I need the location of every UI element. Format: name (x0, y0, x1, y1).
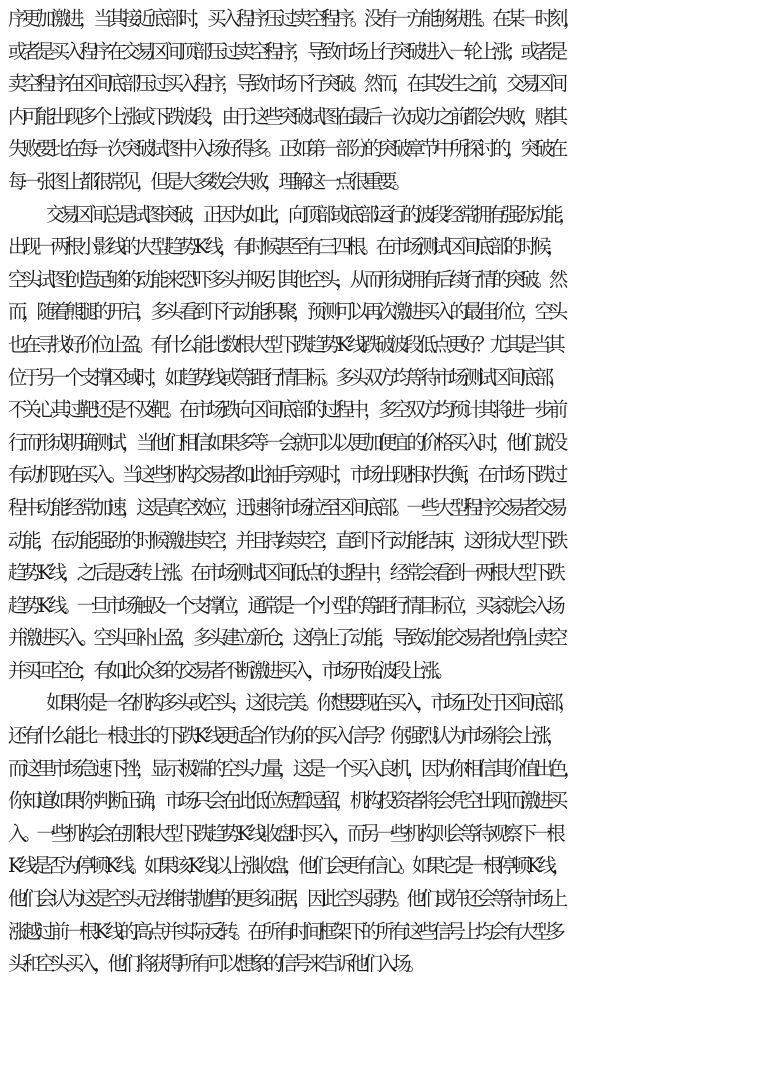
text-line: 程中动能经常加速，这是真空效应，迅速将市场拉至区间底部。一些大型程序交易者交易 (8, 495, 564, 519)
text-line: 你知道如果你判断正确，市场只会在此低位短暂逗留，机构投资者将会凭空出现而激进买 (8, 789, 564, 813)
text-line: 有动机现在买入。当这些机构交易者如此袖手旁观时，市场出现相对失衡，在市场下跌过 (8, 463, 564, 487)
text-line: 趋势 K 线。一旦市场触及一个支撑位，通常是一个小型的等距行情目标位，买家就会入场 (8, 593, 561, 617)
text-line: 空头试图创造足够的动能来恐吓多头并吸引其他空头，从而形成拥有后续行情的突破。然 (8, 267, 564, 291)
text-line: K 线是否为停顿 K 线。如果该 K 线以上涨收盘，他们会更有信心。如果它是一根停顿 K 线， (8, 854, 567, 878)
text-line: 不关心其过靶还是不及靶。在市场跌向区间底部的过程中，多空双方均预计其将进一步前 (8, 398, 564, 422)
text-line: 序更加激进，当其接近底部时，买入程序压过卖空程序。没有一方能够获胜。在某一时刻， (8, 7, 578, 30)
text-line: 如果你是一名机构多头或空头，这很完美。你想要现在买入，市场正处于区间底部， (46, 691, 573, 715)
text-line: 而这里市场急速下挫，显示极端的空头力量，这是一个买入良机，因为你相信其价值出色， (8, 756, 578, 780)
paragraph-1 (8, 3, 758, 199)
text-line: 他们会认为这是空头无法维持抛售的更多证据，因此空头弱势。他们或许还会等待市场上 (8, 887, 564, 911)
paragraph-3 (8, 687, 758, 980)
text-line: 动能，在动能强劲的时候激进卖空，并且持续卖空，直到下行动能结束，这形成大型下跌 (8, 528, 564, 552)
text-line: 出现一两根小影线的大型趋势 K 线，有时候甚至有三四根。在市场测试区间底部的时候， (8, 235, 561, 259)
text-line: 还有什么能比一根过长的下跌 K 线更适合作为你的买入信号？你强烈认为市场将会上涨， (8, 724, 561, 748)
paragraph-2 (8, 199, 758, 688)
text-line: 行而形成明确测试，当他们相信如果多等一会就可以以更加便宜的价格买入时，他们就没 (8, 430, 564, 454)
text-line: 并激进买入。空头回补止盈，多头建立新仓，这停止了动能，导致动能交易者也停止卖空 (8, 626, 564, 650)
text-line: 而，随着熊腿的开启，多头看到下行动能积聚，预测可以再次激进买入的最佳价位，空头 (8, 300, 564, 324)
text-line: 入。一些机构会在那根大型下跌趋势 K 线收盘时买入，而另一些机构则会等待观察下一根 (8, 821, 561, 845)
text-line: 涨越过前一根 K 线的高点并实际反转。在所有时间框架下的所有这些信号上均会有大型多 (8, 919, 561, 943)
text-line: 卖空程序在区间底部压过买入程序，导致市场下行突破。然而，在其发生之前，交易区间 (8, 72, 564, 96)
text-line: 内可能出现多个上涨或下跌波段，由于这些突破试图在最后一次成功之前都会失败，赌其 (8, 104, 564, 128)
text-line: 每一张图上都很常见，但是大多数会失败，理解这一点很重要。 (8, 169, 407, 193)
text-line: 失败要比在每一次突破试图中入场好得多。正如第一部分的突破章节中所探讨的，突破在 (8, 137, 564, 161)
text-line: 趋势 K 线，之后是反转上涨。在市场测试区间低点的过程中，经常会看到一两根大型下跌 (8, 561, 561, 585)
text-line: 头和空头买入，他们将获得所有可以想象的信号来告诉他们入场。 (8, 952, 421, 976)
text-line: 并买回空仓，有如此众多的交易者不断激进买入，市场开始波段上涨。 (8, 658, 450, 682)
text-line: 也在寻找好价位止盈。有什么能比数根大型下跌趋势 K 线跌破波段低点更好？尤其是当其 (8, 332, 561, 356)
text-line: 位于另一个支撑区域时，如趋势线或等距行情目标。多头双方均等待市场测试区间底部， (8, 365, 564, 389)
text-line: 交易区间总是试图突破，正因为如此，向顶部或底部运行的波段经常拥有强劲动能， (46, 202, 573, 226)
text-line: 或者是买入程序在交易区间顶部压过卖空程序，导致市场上行突破进入一轮上涨；或者是 (8, 39, 564, 63)
